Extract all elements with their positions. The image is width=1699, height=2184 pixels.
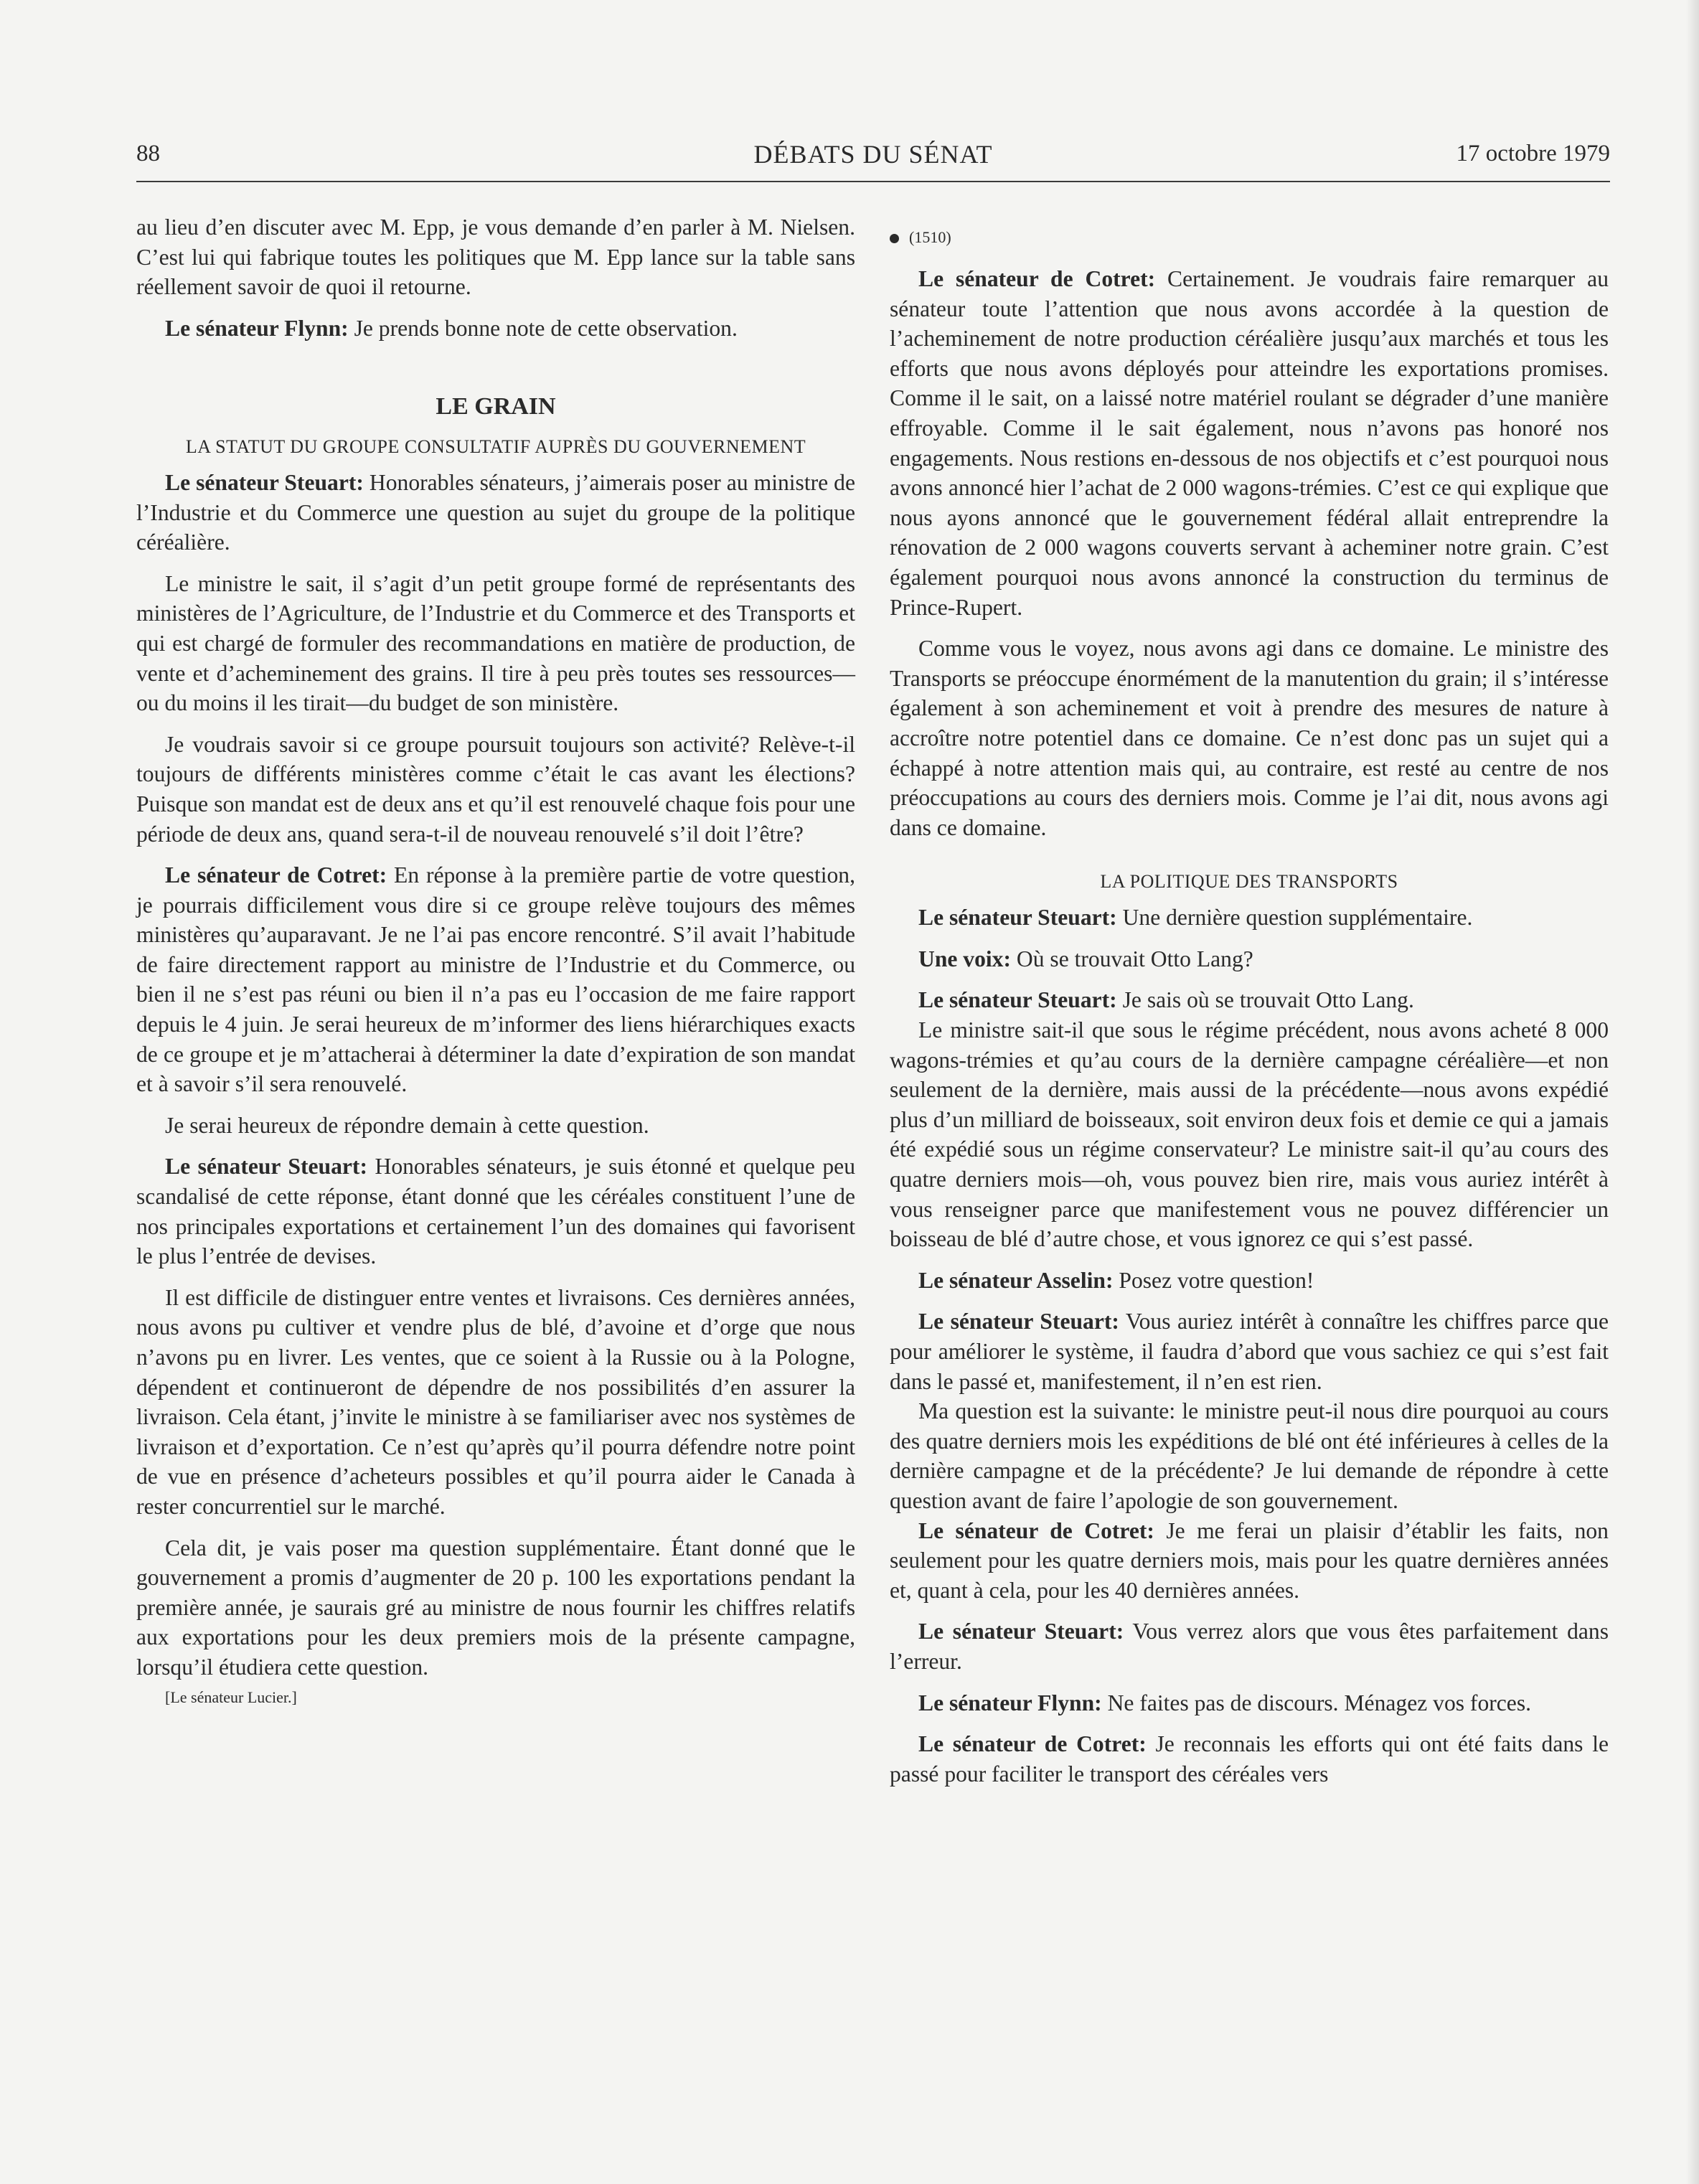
section-heading: LE GRAIN (436, 393, 556, 420)
speaker: Le sénateur Steuart: (918, 1309, 1119, 1335)
speech (890, 1516, 1609, 1606)
speaker: Le sénateur Asselin: (918, 1267, 1114, 1293)
speech-text: Vous auriez intérêt à connaître les chiffres parce que pour améliorer le système, il faudra d’abord que vous sachiez ce qui s’est fait dans le passé et, manifestement, il n’en est rien. (890, 1309, 1609, 1394)
speaker: Le sénateur Steuart: (165, 1154, 367, 1180)
paragraph: Le ministre sait-il que sous le régime précédent, nous avons acheté 8 000 wagons-trémies et qu’au cours de la dernière campagne céréalière—et non seulement de la dernière, mais aussi de la précédente—nous avons expédié plus d’un milliard de boisseaux, soit environ deux fois et demie ce qui a jamais été expédié sous un régime conservateur? Le ministre sait-il qu’au cours des quatre derniers mois—oh, vous pouvez bien rire, mais vous auriez intérêt à vous renseigner parce que manifestement vous ne pouvez différencier un boisseau de blé d’autre chose, et vous ignorez ce qui s’est passé. (890, 1017, 1609, 1252)
paragraph: au lieu d’en discuter avec M. Epp, je vous demande d’en parler à M. Nielsen. C’est lui qui fabrique toutes les politiques que M. Epp lance sur la table sans réellement savoir de quoi il retourne. (136, 215, 855, 300)
paragraph: Cela dit, je vais poser ma question supplémentaire. Étant donné que le gouvernement a promis d’augmenter de 20 p. 100 les exportations pendant la première année, je saurais gré au ministre de nous fournir les chiffres relatifs aux exportations pour les deux premiers mois de la présente campagne, lorsqu’il étudiera cette question. (136, 1535, 855, 1680)
page-number: 88 (136, 141, 160, 166)
speaker: Le sénateur Flynn: (918, 1690, 1102, 1715)
speech (890, 1729, 1609, 1789)
footnote: [Le sénateur Lucier.] (165, 1688, 297, 1706)
speaker: Le sénateur Steuart: (918, 1619, 1124, 1644)
section-subheading: LA STATUT DU GROUPE CONSULTATIF AUPRÈS DU GOUVERNEMENT (185, 436, 806, 457)
speech-text: Où se trouvait Otto Lang? (1011, 946, 1253, 971)
speech (890, 1266, 1609, 1296)
speech-text: Posez votre question! (1113, 1267, 1314, 1293)
section-subheading: LA POLITIQUE DES TRANSPORTS (1100, 871, 1398, 893)
paragraph: Je voudrais savoir si ce groupe poursuit toujours son activité? Relève-t-il toujours de différents ministères comme c’était le cas avant les élections? Puisque son mandat est de deux ans et qu’il est renouvelé chaque fois pour une période de deux ans, quand sera-t-il de nouveau renouvelé s’il doit l’être? (136, 731, 855, 847)
paragraph: Le ministre le sait, il s’agit d’un petit groupe formé de représentants des ministères de l’Agriculture, de l’Industrie et du Commerce et des Transports et qui est chargé de formuler des recommandations en matière de production, de vente et d’acheminement des grains. Il tire à peu près toutes ses ressources—ou du moins il les tirait—du budget de son ministère. (136, 570, 855, 716)
paragraph: Il est difficile de distinguer entre ventes et livraisons. Ces dernières années, nous avons pu cultiver et vendre plus de blé, d’avoine et d’orge que nous n’avons pu en livrer. Les ventes, que ce soient à la Russie ou à la Pologne, dépendent et continueront de dépendre de nos possibilités d’en assurer la livraison. Cela étant, j’invite le ministre à se familiariser avec nos systèmes de livraison et d’exportation. Ce n’est qu’après qu’il pourra défendre notre point de vue en présence d’acheteurs possibles et qu’il pourra aider le Canada à rester concurrentiel sur le marché. (136, 1284, 855, 1519)
speaker: Le sénateur Flynn: (165, 315, 349, 341)
left-column (136, 212, 855, 1712)
page-header (136, 136, 1610, 182)
speech-text: Une dernière question supplémentaire. (1116, 905, 1473, 931)
time-marker-text: (1510) (909, 228, 951, 246)
speech-text: Honorables sénateurs, j’aimerais poser au ministre de l’Industrie et du Commerce une question au sujet du groupe de la politique céréalière. (136, 469, 855, 555)
speech (890, 1616, 1609, 1676)
speech (136, 860, 855, 1099)
bullet-icon (890, 234, 899, 243)
speech (890, 985, 1609, 1015)
speech (136, 314, 855, 344)
time-marker (890, 227, 1609, 248)
speech-text: Je me ferai un plaisir d’établir les faits, non seulement pour les quatre derniers mois, mais pour les quatre dernières années et, quant à cela, pour les 40 dernières années. (890, 1517, 1609, 1603)
right-column (890, 212, 1609, 1789)
speaker: Le sénateur de Cotret: (918, 1517, 1154, 1543)
speech (890, 1688, 1609, 1718)
paragraph: Je serai heureux de répondre demain à cette question. (165, 1112, 649, 1138)
speech (136, 468, 855, 557)
speech-text: Certainement. Je voudrais faire remarquer au sénateur toute l’attention que nous avons accordée à la question de l’acheminement de notre production céréalière jusqu’aux marchés et tous les efforts que nous avons déployés pour atteindre les exportations promises. Comme il le sait, on a laissé notre matériel roulant se dégrader d’une manière effroyable. Comme il le sait également, nous n’avons pas honoré nos engagements. Nous restions en-dessous de nos objectifs et c’est pourquoi nous avons annoncé hier l’achat de 2 000 wagons-trémies. C’est ce qui explique que nous ayons annoncé que le gouvernement fédéral allait entreprendre la rénovation de 2 000 wagons couverts servant à acheminer notre grain. C’est également pourquoi nous avons annoncé la construction du terminus de Prince-Rupert. (890, 266, 1609, 620)
paragraph: Comme vous le voyez, nous avons agi dans ce domaine. Le ministre des Transports se préoccupe énormément de la manutention du grain; il s’intéresse également à son acheminement et voit à prendre des mesures de nature à accroître notre potentiel dans ce domaine. Ce n’est donc pas un sujet qui a échappé à notre attention mais qui, au contraire, est resté au centre de nos préoccupations au cours des derniers mois. Comme je l’ai dit, nous avons agi dans ce domaine. (890, 636, 1609, 840)
speaker: Le sénateur Steuart: (165, 469, 364, 495)
speech-text: En réponse à la première partie de votre question, je pourrais difficilement vous dire si ce groupe relève toujours des mêmes ministères qu’auparavant. Je ne l’ai pas encore rencontré. S’il avait l’habitude de faire directement rapport au ministre de l’Industrie et du Commerce, ou bien il ne s’est pas réuni ou bien il n’a pas eu l’occasion de me faire rapport depuis le 4 juin. Je serai heureux de m’informer des liens hiérarchiques exacts de ce groupe et je m’attacherai à déterminer la date d’expiration de son mandat et à savoir s’il sera renouvelé. (136, 862, 855, 1097)
speaker: Le sénateur de Cotret: (918, 266, 1156, 291)
speech (890, 903, 1609, 933)
speech-text: Ne faites pas de discours. Ménagez vos forces. (1101, 1690, 1532, 1715)
speech-text: Je prends bonne note de cette observation. (348, 315, 738, 341)
speech (890, 1307, 1609, 1396)
speaker: Le sénateur Steuart: (918, 905, 1117, 931)
paragraph: Ma question est la suivante: le ministre peut-il nous dire pourquoi au cours des quatre derniers mois les expéditions de blé ont été inférieures à celles de la dernière campagne et de la précédente? Je lui demande de répondre à cette question avant de faire l’apologie de son gouvernement. (890, 1398, 1609, 1513)
speech-text: Vous verrez alors que vous êtes parfaitement dans l’erreur. (890, 1619, 1609, 1674)
speaker: Le sénateur de Cotret: (918, 1731, 1147, 1757)
speech-text: Je reconnais les efforts qui ont été faits dans le passé pour faciliter le transport des céréales vers (890, 1731, 1609, 1787)
speech (136, 1152, 855, 1271)
speaker: Le sénateur Steuart: (918, 987, 1117, 1013)
page-edge-shadow (1686, 0, 1699, 2184)
speaker: Le sénateur de Cotret: (165, 862, 387, 888)
speech (890, 264, 1609, 622)
speaker: Une voix: (918, 946, 1011, 971)
running-title: DÉBATS DU SÉNAT (753, 140, 993, 169)
speech-text: Je sais où se trouvait Otto Lang. (1116, 987, 1414, 1013)
speech-text: Honorables sénateurs, je suis étonné et quelque peu scandalisé de cette réponse, étant donné que les céréales constituent l’une de nos principales exportations et certainement l’un des domaines qui favorisent le plus l’entrée de devises. (136, 1154, 855, 1269)
speech (890, 944, 1609, 974)
running-date: 17 octobre 1979 (1456, 141, 1610, 166)
